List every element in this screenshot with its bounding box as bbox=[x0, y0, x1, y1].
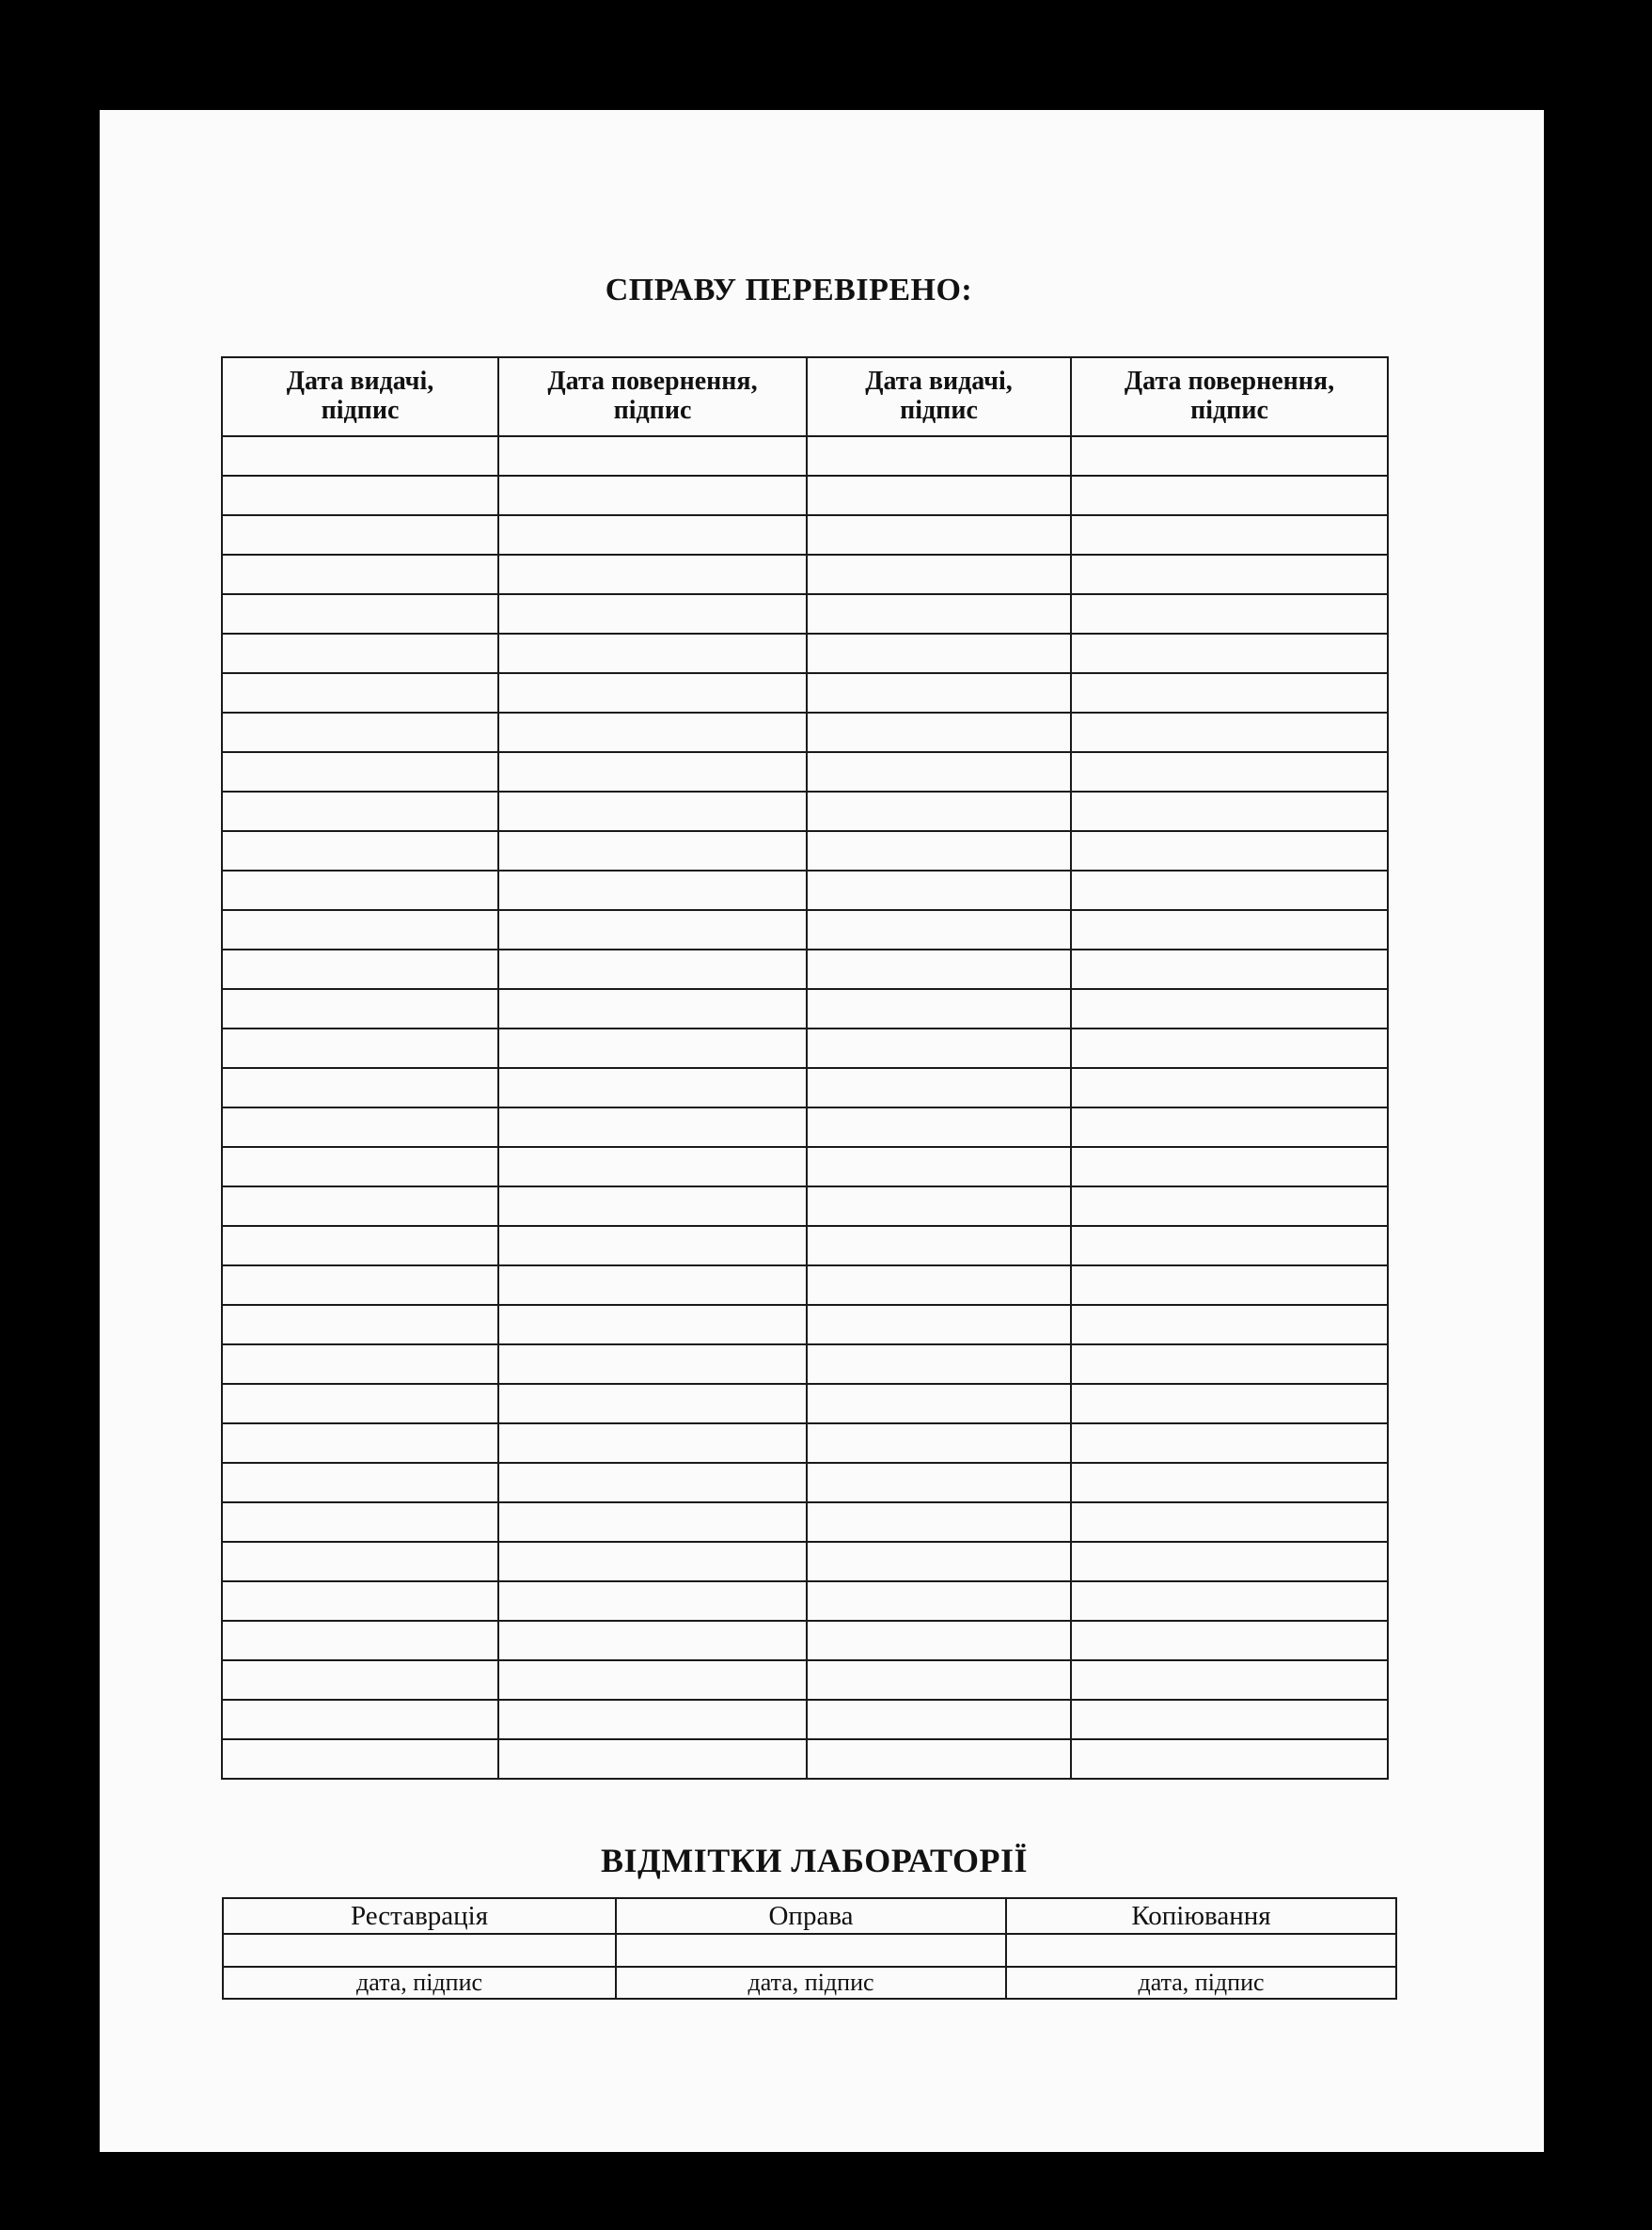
table-cell bbox=[1071, 1344, 1388, 1384]
table-row bbox=[222, 1068, 1388, 1107]
header-line: Дата видачі, bbox=[286, 367, 434, 397]
table-cell bbox=[498, 1147, 807, 1186]
document-page bbox=[100, 110, 1544, 2152]
table-cell bbox=[222, 871, 498, 910]
table-cell bbox=[222, 1147, 498, 1186]
table-cell bbox=[1071, 476, 1388, 515]
table-row bbox=[222, 1384, 1388, 1423]
table-row bbox=[222, 476, 1388, 515]
table-cell bbox=[498, 752, 807, 792]
table-cell bbox=[1071, 1739, 1388, 1779]
table-row bbox=[222, 1344, 1388, 1384]
lab-header-row bbox=[223, 1898, 1396, 1934]
table-cell bbox=[222, 1542, 498, 1581]
table-cell bbox=[498, 1423, 807, 1463]
table-cell bbox=[807, 1423, 1071, 1463]
lab-marks-table bbox=[222, 1897, 1397, 2000]
table-row bbox=[222, 950, 1388, 989]
table-cell bbox=[1071, 792, 1388, 831]
table-row bbox=[222, 713, 1388, 752]
table-cell bbox=[498, 1739, 807, 1779]
table-cell bbox=[222, 1463, 498, 1502]
table-cell bbox=[807, 1581, 1071, 1621]
table-cell bbox=[1071, 1186, 1388, 1226]
table-row bbox=[222, 752, 1388, 792]
table-cell bbox=[222, 436, 498, 476]
table-cell bbox=[1071, 831, 1388, 871]
table-cell bbox=[807, 1107, 1071, 1147]
table-row bbox=[222, 634, 1388, 673]
table-cell bbox=[1071, 594, 1388, 634]
table-row bbox=[222, 1542, 1388, 1581]
header-line: підпис bbox=[900, 396, 978, 425]
table-cell bbox=[498, 1581, 807, 1621]
header-line: Дата видачі, bbox=[865, 367, 1013, 397]
table-cell bbox=[222, 1384, 498, 1423]
restoration-signature-label: дата, підпис bbox=[223, 1967, 616, 1999]
table-cell bbox=[498, 1068, 807, 1107]
table-cell bbox=[807, 594, 1071, 634]
table-cell bbox=[807, 871, 1071, 910]
table-cell bbox=[498, 436, 807, 476]
table-cell bbox=[498, 1384, 807, 1423]
table-cell bbox=[807, 1147, 1071, 1186]
table-cell bbox=[1071, 1265, 1388, 1305]
table-cell bbox=[498, 1305, 807, 1344]
table-cell bbox=[807, 515, 1071, 555]
table-cell bbox=[222, 515, 498, 555]
table-cell bbox=[807, 1700, 1071, 1739]
header-return-date-1 bbox=[498, 357, 807, 436]
table-cell bbox=[222, 792, 498, 831]
copying-entry-cell bbox=[1006, 1934, 1396, 1967]
table-cell bbox=[1071, 1621, 1388, 1660]
header-line: Дата повернення, bbox=[547, 367, 758, 397]
table-cell bbox=[807, 1621, 1071, 1660]
table-cell bbox=[498, 950, 807, 989]
table-cell bbox=[807, 1226, 1071, 1265]
binding-signature-label: дата, підпис bbox=[616, 1967, 1006, 1999]
table-cell bbox=[1071, 950, 1388, 989]
table-cell bbox=[222, 1581, 498, 1621]
table-row bbox=[222, 792, 1388, 831]
table-cell bbox=[222, 555, 498, 594]
table-row bbox=[222, 1226, 1388, 1265]
table-cell bbox=[807, 950, 1071, 989]
table-cell bbox=[1071, 1029, 1388, 1068]
table-cell bbox=[498, 476, 807, 515]
table-cell bbox=[1071, 871, 1388, 910]
table-row bbox=[222, 594, 1388, 634]
copying-signature-label: дата, підпис bbox=[1006, 1967, 1396, 1999]
table-row bbox=[222, 1739, 1388, 1779]
table-cell bbox=[1071, 1581, 1388, 1621]
check-record-table bbox=[221, 356, 1389, 1780]
table-cell bbox=[807, 1660, 1071, 1700]
table-cell bbox=[1071, 752, 1388, 792]
table-row bbox=[222, 555, 1388, 594]
table-cell bbox=[222, 1305, 498, 1344]
table-row bbox=[222, 515, 1388, 555]
restoration-entry-cell bbox=[223, 1934, 616, 1967]
table-row bbox=[222, 871, 1388, 910]
table-cell bbox=[498, 1029, 807, 1068]
table-header-row bbox=[222, 357, 1388, 436]
table-cell bbox=[1071, 1226, 1388, 1265]
table-cell bbox=[222, 634, 498, 673]
table-cell bbox=[1071, 989, 1388, 1029]
table-cell bbox=[1071, 1068, 1388, 1107]
table-cell bbox=[222, 1186, 498, 1226]
binding-entry-cell bbox=[616, 1934, 1006, 1967]
table-cell bbox=[222, 1502, 498, 1542]
table-cell bbox=[222, 1660, 498, 1700]
header-line: підпис bbox=[613, 396, 692, 425]
header-issue-date-1 bbox=[222, 357, 498, 436]
table-cell bbox=[1071, 1660, 1388, 1700]
page-title: СПРАВУ ПЕРЕВІРЕНО: bbox=[605, 273, 973, 307]
table-row bbox=[222, 1147, 1388, 1186]
table-cell bbox=[222, 1265, 498, 1305]
table-cell bbox=[1071, 1423, 1388, 1463]
table-cell bbox=[807, 1739, 1071, 1779]
table-cell bbox=[222, 476, 498, 515]
header-return-date-2 bbox=[1071, 357, 1388, 436]
table-cell bbox=[498, 1463, 807, 1502]
lab-section-title: ВІДМІТКИ ЛАБОРАТОРІЇ bbox=[600, 1842, 1029, 1879]
table-cell bbox=[498, 1660, 807, 1700]
table-cell bbox=[222, 713, 498, 752]
header-issue-date-2 bbox=[807, 357, 1071, 436]
table-cell bbox=[807, 1265, 1071, 1305]
table-cell bbox=[1071, 1107, 1388, 1147]
table-cell bbox=[498, 515, 807, 555]
header-line: підпис bbox=[1190, 396, 1268, 425]
table-cell bbox=[222, 910, 498, 950]
table-cell bbox=[222, 1107, 498, 1147]
table-row bbox=[222, 1107, 1388, 1147]
table-cell bbox=[222, 989, 498, 1029]
table-cell bbox=[498, 673, 807, 713]
table-cell bbox=[498, 634, 807, 673]
header-restoration: Реставрація bbox=[223, 1898, 616, 1934]
table-row bbox=[222, 673, 1388, 713]
table-cell bbox=[1071, 515, 1388, 555]
table-cell bbox=[222, 752, 498, 792]
table-cell bbox=[807, 634, 1071, 673]
table-row bbox=[222, 1463, 1388, 1502]
table-cell bbox=[1071, 1463, 1388, 1502]
table-cell bbox=[222, 950, 498, 989]
header-line: Дата повернення, bbox=[1124, 367, 1335, 397]
table-row bbox=[222, 1423, 1388, 1463]
table-cell bbox=[498, 1344, 807, 1384]
table-cell bbox=[1071, 436, 1388, 476]
table-cell bbox=[498, 910, 807, 950]
table-cell bbox=[1071, 713, 1388, 752]
table-cell bbox=[807, 752, 1071, 792]
table-cell bbox=[222, 594, 498, 634]
table-cell bbox=[807, 792, 1071, 831]
header-copying: Копіювання bbox=[1006, 1898, 1396, 1934]
table-cell bbox=[222, 1029, 498, 1068]
table-cell bbox=[807, 476, 1071, 515]
table-row bbox=[222, 1265, 1388, 1305]
table-cell bbox=[1071, 1542, 1388, 1581]
header-line: підпис bbox=[321, 396, 400, 425]
table-cell bbox=[1071, 1305, 1388, 1344]
table-cell bbox=[807, 673, 1071, 713]
table-cell bbox=[1071, 910, 1388, 950]
table-row bbox=[222, 831, 1388, 871]
table-row bbox=[222, 1186, 1388, 1226]
table-row bbox=[222, 1029, 1388, 1068]
table-cell bbox=[807, 1384, 1071, 1423]
table-cell bbox=[807, 989, 1071, 1029]
table-cell bbox=[807, 1305, 1071, 1344]
check-table-body bbox=[222, 436, 1388, 1779]
table-cell bbox=[498, 1226, 807, 1265]
table-cell bbox=[1071, 1384, 1388, 1423]
table-cell bbox=[807, 713, 1071, 752]
table-cell bbox=[222, 1226, 498, 1265]
table-cell bbox=[498, 871, 807, 910]
table-cell bbox=[1071, 673, 1388, 713]
table-cell bbox=[807, 1542, 1071, 1581]
table-cell bbox=[498, 713, 807, 752]
table-row bbox=[222, 1305, 1388, 1344]
table-cell bbox=[1071, 555, 1388, 594]
table-cell bbox=[807, 831, 1071, 871]
table-cell bbox=[1071, 1502, 1388, 1542]
table-row bbox=[222, 910, 1388, 950]
table-row bbox=[222, 989, 1388, 1029]
table-row bbox=[222, 1581, 1388, 1621]
lab-blank-row bbox=[223, 1934, 1396, 1967]
table-cell bbox=[222, 1344, 498, 1384]
table-cell bbox=[498, 1265, 807, 1305]
lab-signature-row bbox=[223, 1967, 1396, 1999]
table-cell bbox=[498, 989, 807, 1029]
table-cell bbox=[498, 555, 807, 594]
table-cell bbox=[1071, 634, 1388, 673]
table-cell bbox=[807, 1463, 1071, 1502]
table-cell bbox=[498, 792, 807, 831]
table-cell bbox=[498, 1700, 807, 1739]
table-cell bbox=[222, 1700, 498, 1739]
table-cell bbox=[1071, 1700, 1388, 1739]
table-cell bbox=[222, 1621, 498, 1660]
table-cell bbox=[498, 594, 807, 634]
table-cell bbox=[222, 1068, 498, 1107]
table-row bbox=[222, 1502, 1388, 1542]
table-cell bbox=[807, 910, 1071, 950]
table-cell bbox=[498, 1502, 807, 1542]
table-cell bbox=[498, 831, 807, 871]
table-cell bbox=[1071, 1147, 1388, 1186]
table-cell bbox=[807, 1344, 1071, 1384]
table-cell bbox=[498, 1186, 807, 1226]
table-cell bbox=[498, 1621, 807, 1660]
table-cell bbox=[807, 1029, 1071, 1068]
table-cell bbox=[807, 1186, 1071, 1226]
header-binding: Оправа bbox=[616, 1898, 1006, 1934]
table-cell bbox=[807, 555, 1071, 594]
table-row bbox=[222, 1621, 1388, 1660]
table-cell bbox=[807, 436, 1071, 476]
table-row bbox=[222, 1660, 1388, 1700]
table-cell bbox=[222, 673, 498, 713]
table-row bbox=[222, 436, 1388, 476]
table-cell bbox=[807, 1502, 1071, 1542]
table-row bbox=[222, 1700, 1388, 1739]
table-cell bbox=[498, 1542, 807, 1581]
table-cell bbox=[222, 1423, 498, 1463]
table-cell bbox=[222, 831, 498, 871]
table-cell bbox=[222, 1739, 498, 1779]
table-cell bbox=[498, 1107, 807, 1147]
table-cell bbox=[807, 1068, 1071, 1107]
